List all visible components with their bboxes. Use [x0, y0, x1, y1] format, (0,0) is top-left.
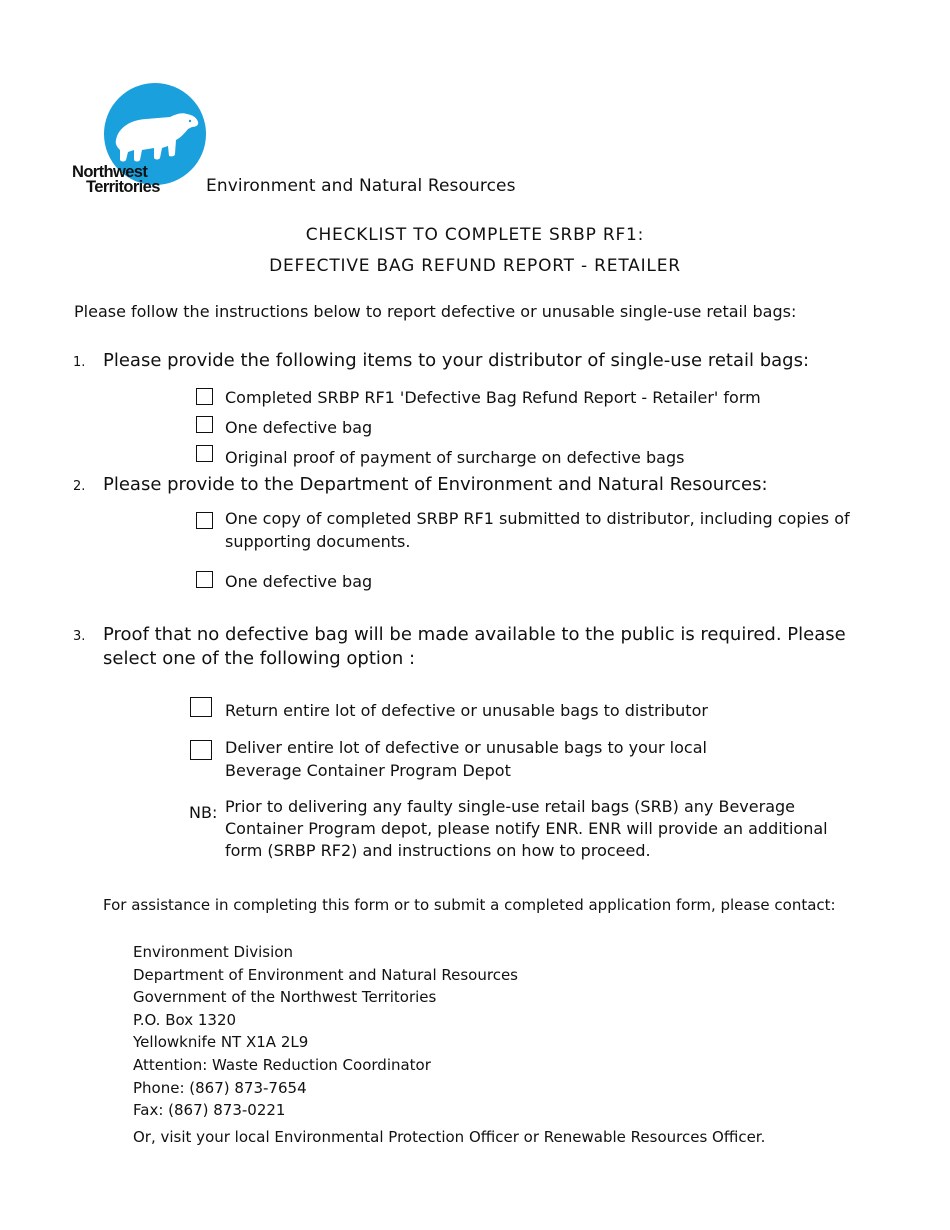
contact-line: Yellowknife NT X1A 2L9	[133, 1033, 309, 1052]
page-title-line2: DEFECTIVE BAG REFUND REPORT - RETAILER	[269, 256, 681, 276]
contact-phone: Phone: (867) 873-7654	[133, 1078, 307, 1097]
checklist-item: Deliver entire lot of defective or unusable bags to your local Beverage Container Program Depot	[225, 738, 707, 780]
checklist-item: Completed SRBP RF1 'Defective Bag Refund Report - Retailer' form	[225, 388, 761, 407]
contact-line: P.O. Box 1320	[133, 1010, 237, 1029]
contact-line: Environment Division	[133, 943, 293, 961]
checklist-item: One defective bag	[225, 418, 373, 437]
checklist-item: One copy of completed SRBP RF1 submitted to distributor, including copies of supporting documents.	[225, 509, 850, 551]
section-heading: Proof that no defective bag will be made available to the public is required. Please select one of the following option :	[103, 624, 846, 669]
section-heading: Please provide the following items to your distributor of single-use retail bags:	[103, 350, 810, 371]
assistance-text: For assistance in completing this form or to submit a completed application form, please contact:	[103, 896, 836, 914]
logo-line1: Northwest	[72, 163, 148, 181]
logo-line2: Territories	[86, 178, 160, 194]
checklist-item: One defective bag	[225, 572, 373, 591]
section-number: 1.	[73, 355, 86, 370]
nb-text: Prior to delivering any faulty single-use retail bags (SRB) any Beverage Container Program depot, please notify ENR. ENR will provide an additional form (SRBP RF2) and instructions on how to proceed.	[225, 797, 828, 860]
section-number: 3.	[73, 629, 86, 644]
checkbox[interactable]	[196, 445, 213, 462]
intro-text: Please follow the instructions below to report defective or unusable single-use retail bags:	[74, 302, 797, 321]
contact-line: Government of the Northwest Territories	[133, 988, 437, 1007]
contact-line: Attention: Waste Reduction Coordinator	[133, 1055, 431, 1074]
department-name: Environment and Natural Resources	[206, 176, 516, 196]
contact-line: Department of Environment and Natural Resources	[133, 965, 518, 984]
contact-block	[133, 941, 518, 1122]
nb-label: NB:	[189, 803, 218, 822]
checkbox[interactable]	[196, 512, 213, 529]
checkbox[interactable]	[190, 697, 212, 717]
checkbox[interactable]	[196, 388, 213, 405]
checklist-item: Return entire lot of defective or unusable bags to distributor	[225, 701, 708, 720]
checkbox[interactable]	[190, 740, 212, 760]
contact-fax: Fax: (867) 873-0221	[133, 1101, 286, 1120]
visit-text: Or, visit your local Environmental Protection Officer or Renewable Resources Officer.	[133, 1128, 766, 1146]
checkbox[interactable]	[196, 416, 213, 433]
checklist-item: Original proof of payment of surcharge on defective bags	[225, 448, 685, 467]
section-heading: Please provide to the Department of Environment and Natural Resources:	[103, 474, 768, 495]
checkbox[interactable]	[196, 571, 213, 588]
page-title-line1: CHECKLIST TO COMPLETE SRBP RF1:	[305, 225, 645, 245]
nwt-logo	[72, 82, 206, 194]
section-number: 2.	[73, 479, 86, 494]
